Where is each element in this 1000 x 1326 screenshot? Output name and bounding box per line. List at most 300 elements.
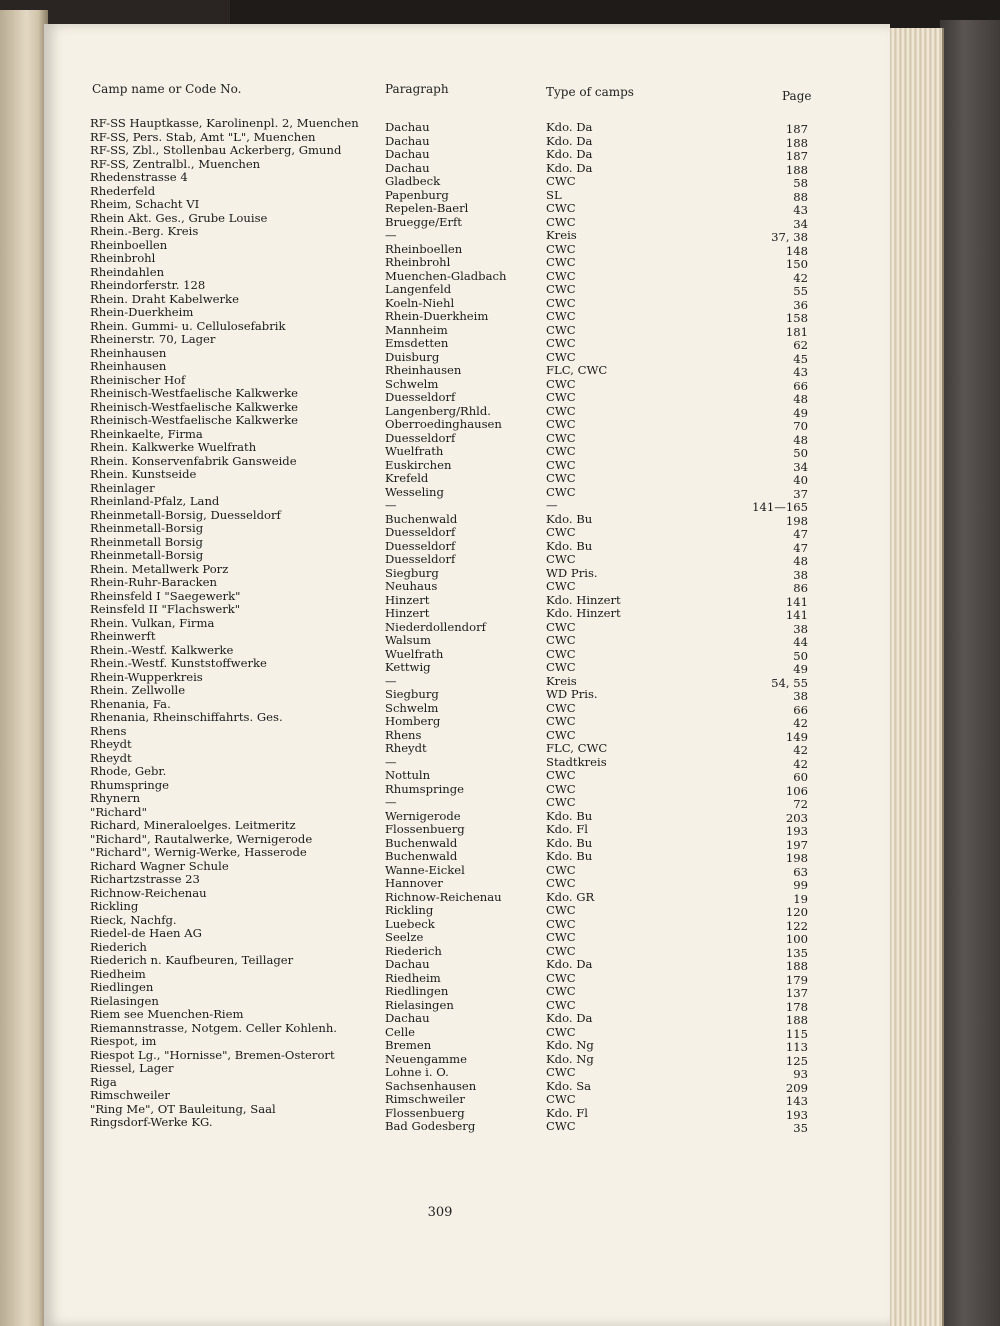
page-ref-cell: 66	[793, 378, 808, 393]
page-ref-cell: 42	[793, 270, 808, 285]
table-row	[0, 1088, 1000, 1108]
page-ref-cell: 44	[793, 635, 808, 649]
paragraph-cell: Duisburg	[385, 349, 440, 364]
page-ref-cell: 141	[785, 608, 808, 622]
page-ref-cell: 141	[785, 594, 808, 609]
camp-name-cell: Richard Wagner Schule	[90, 858, 229, 873]
camp-type-cell: Kdo. Fl	[546, 1105, 588, 1120]
camp-type-cell: CWC	[546, 444, 576, 458]
paragraph-cell: Duesseldorf	[385, 390, 456, 404]
page-ref-cell: 125	[785, 1053, 808, 1068]
camp-type-cell: CWC	[546, 1119, 576, 1133]
index-table	[0, 116, 1000, 1135]
camp-name-cell: Riemannstrasse, Notgem. Celler Kohlenh.	[90, 1020, 337, 1035]
paragraph-cell: Dachau	[385, 133, 430, 148]
camp-type-cell: SL	[546, 187, 562, 202]
column-header-camp: Camp name or Code No.	[92, 82, 242, 96]
camp-name-cell: "Richard"	[90, 804, 147, 819]
paragraph-cell: Rhens	[385, 727, 422, 742]
page-ref-cell: 188	[785, 162, 808, 177]
camp-type-cell: CWC	[546, 862, 576, 877]
camp-type-cell: Kdo. Ng	[546, 1051, 594, 1066]
page-ref-cell: 42	[793, 716, 808, 730]
paragraph-cell: Walsum	[385, 633, 431, 647]
camp-name-cell: Rhein. Metallwerk Porz	[90, 561, 229, 576]
camp-name-cell: Rheinkaelte, Firma	[90, 426, 203, 441]
paragraph-cell: Siegburg	[385, 687, 439, 701]
camp-name-cell: Rickling	[90, 899, 139, 913]
camp-type-cell: CWC	[546, 336, 576, 350]
table-row	[0, 534, 1000, 555]
camp-name-cell: Rheinbrohl	[90, 251, 156, 265]
table-row	[0, 953, 1000, 973]
camp-type-cell: CWC	[546, 268, 576, 283]
column-header-page: Page	[782, 89, 812, 103]
page-ref-cell: 19	[793, 891, 808, 906]
camp-name-cell: Rhumspringe	[90, 777, 170, 792]
page-ref-cell: 149	[785, 729, 808, 744]
page-ref-cell: 99	[793, 878, 808, 892]
page-ref-cell: 62	[793, 338, 808, 352]
page-ref-cell: 55	[793, 284, 808, 298]
paragraph-cell: Gladbeck	[385, 174, 441, 188]
page-ref-cell: 37, 38	[771, 230, 808, 244]
paragraph-cell: —	[385, 754, 397, 769]
table-row	[0, 413, 1000, 433]
camp-type-cell: CWC	[546, 457, 576, 472]
camp-type-cell: WD Pris.	[546, 687, 598, 701]
page-ref-cell: 50	[793, 648, 808, 663]
page-ref-cell: 158	[785, 311, 808, 325]
table-row	[0, 170, 1000, 190]
camp-name-cell: Riespot, im	[90, 1034, 157, 1048]
page-ref-cell: 122	[785, 918, 808, 933]
camp-type-cell: CWC	[546, 241, 576, 256]
camp-type-cell: CWC	[546, 700, 576, 715]
paragraph-cell: Buchenwald	[385, 849, 458, 863]
paragraph-cell: Papenburg	[385, 187, 449, 202]
paragraph-cell: Luebeck	[385, 916, 435, 931]
paragraph-cell: Muenchen-Gladbach	[385, 268, 507, 283]
paragraph-cell: Riedheim	[385, 970, 441, 985]
page-ref-cell: 198	[785, 513, 808, 528]
camp-name-cell: Riespot Lg., "Hornisse", Bremen-Osterort	[90, 1047, 335, 1062]
table-row	[0, 1061, 1000, 1081]
table-row	[0, 629, 1000, 649]
paragraph-cell: Wuelfrath	[385, 444, 444, 458]
camp-type-cell: CWC	[546, 714, 576, 728]
page-ref-cell: 37	[793, 486, 808, 501]
page-ref-cell: 34	[793, 216, 808, 231]
paragraph-cell: Duesseldorf	[385, 525, 456, 539]
camp-name-cell: Rheinhausen	[90, 345, 167, 360]
paragraph-cell: Neuhaus	[385, 579, 438, 593]
paragraph-cell: Schwelm	[385, 700, 439, 715]
camp-type-cell: CWC	[546, 376, 576, 391]
page-ref-cell: 188	[785, 1013, 808, 1027]
page-ref-cell: 150	[785, 257, 808, 271]
camp-name-cell: Rheydt	[90, 737, 132, 751]
camp-type-cell: CWC	[546, 214, 576, 229]
camp-name-cell: Ringsdorf-Werke KG.	[90, 1115, 213, 1129]
paragraph-cell: Celle	[385, 1024, 416, 1039]
paragraph-cell: Rheydt	[385, 741, 427, 755]
table-row	[0, 224, 1000, 244]
camp-name-cell: Rheinmetall-Borsig	[90, 521, 204, 535]
paragraph-cell: —	[385, 795, 397, 809]
camp-name-cell: Rhein. Vulkan, Firma	[90, 615, 215, 630]
page-ref-cell: 86	[793, 581, 808, 595]
page-ref-cell: 54, 55	[771, 675, 808, 690]
paragraph-cell: Oberroedinghausen	[385, 417, 502, 431]
camp-name-cell: Rhein.-Westf. Kunststoffwerke	[90, 656, 267, 670]
camp-type-cell: CWC	[546, 525, 576, 539]
paragraph-cell: —	[385, 673, 397, 688]
camp-name-cell: Rhein Akt. Ges., Grube Louise	[90, 210, 268, 225]
camp-type-cell: Kdo. GR	[546, 889, 595, 904]
camp-name-cell: "Ring Me", OT Bauleitung, Saal	[90, 1101, 276, 1116]
page-ref-cell: 48	[793, 432, 808, 447]
paragraph-cell: Koeln-Niehl	[385, 295, 455, 310]
camp-name-cell: Rhein. Kunstseide	[90, 467, 197, 481]
table-row	[0, 251, 1000, 271]
paragraph-cell: Rheinboellen	[385, 241, 463, 256]
paragraph-cell: Buchenwald	[385, 511, 458, 526]
paragraph-cell: Hannover	[385, 876, 443, 890]
camp-type-cell: Kdo. Bu	[546, 835, 593, 850]
camp-type-cell: Kreis	[546, 228, 577, 242]
page-ref-cell: 48	[793, 554, 808, 568]
page-ref-cell: 197	[785, 837, 808, 852]
camp-name-cell: Richartzstrasse 23	[90, 872, 200, 886]
page-ref-cell: 188	[785, 135, 808, 150]
camp-type-cell: CWC	[546, 646, 576, 661]
page-ref-cell: 60	[793, 770, 808, 784]
camp-name-cell: Rhenania, Fa.	[90, 696, 171, 711]
paragraph-cell: Duesseldorf	[385, 552, 456, 566]
paragraph-cell: Repelen-Baerl	[385, 201, 469, 215]
camp-type-cell: CWC	[546, 552, 576, 566]
camp-type-cell: Kdo. Da	[546, 957, 593, 971]
camp-type-cell: CWC	[546, 781, 576, 796]
paragraph-cell: Rhein-Duerkheim	[385, 309, 489, 323]
page-ref-cell: 58	[793, 176, 808, 190]
paragraph-cell: Rheinhausen	[385, 363, 462, 377]
page-ref-cell: 49	[793, 662, 808, 676]
camp-name-cell: Rheinmetall-Borsig	[90, 548, 204, 562]
camp-type-cell: Kdo. Bu	[546, 849, 593, 863]
paragraph-cell: Langenfeld	[385, 282, 452, 296]
paragraph-cell: Duesseldorf	[385, 538, 456, 553]
page-ref-cell: 209	[785, 1080, 808, 1095]
table-row	[0, 926, 1000, 946]
table-row	[0, 1007, 1000, 1027]
page-ref-cell: 143	[785, 1094, 808, 1108]
table-row	[0, 710, 1000, 730]
paragraph-cell: —	[385, 498, 397, 512]
page-ref-cell: 137	[785, 986, 808, 1000]
paragraph-cell: Dachau	[385, 147, 430, 161]
camp-name-cell: Rhein. Draht Kabelwerke	[90, 291, 239, 306]
paragraph-cell: Duesseldorf	[385, 430, 456, 445]
camp-type-cell: CWC	[546, 916, 576, 931]
camp-name-cell: Riederich	[90, 939, 147, 954]
camp-name-cell: "Richard", Rautalwerke, Wernigerode	[90, 831, 313, 846]
page-ref-cell: 35	[793, 1121, 808, 1135]
page-ref-cell: 34	[793, 459, 808, 474]
camp-name-cell: Rhein-Wupperkreis	[90, 669, 203, 684]
page-ref-cell: 193	[785, 824, 808, 838]
camp-name-cell: Rheinmetall-Borsig, Duesseldorf	[90, 507, 281, 522]
camp-type-cell: CWC	[546, 633, 576, 647]
camp-name-cell: Rheinlager	[90, 480, 155, 495]
camp-type-cell: CWC	[546, 255, 576, 269]
camp-name-cell: Rhein-Ruhr-Baracken	[90, 575, 218, 589]
camp-type-cell: Kdo. Da	[546, 120, 593, 134]
page-ref-cell: 63	[793, 864, 808, 879]
camp-name-cell: Rimschweiler	[90, 1088, 170, 1102]
camp-name-cell: Rheinisch-Westfaelische Kalkwerke	[90, 413, 299, 427]
page-ref-cell: 100	[785, 932, 808, 946]
page-ref-cell: 187	[785, 122, 808, 136]
column-header-type: Type of camps	[546, 85, 634, 99]
table-row	[0, 1115, 1000, 1135]
page-ref-cell: 203	[785, 810, 808, 825]
page-ref-cell: 181	[785, 324, 808, 339]
camp-type-cell: CWC	[546, 174, 576, 188]
camp-name-cell: Rhynern	[90, 791, 141, 805]
camp-type-cell: CWC	[546, 390, 576, 404]
table-row	[0, 818, 1000, 838]
camp-name-cell: Rheydt	[90, 750, 132, 765]
paragraph-cell: Emsdetten	[385, 336, 449, 350]
page-ref-cell: 38	[793, 567, 808, 582]
camp-name-cell: Rhein. Konservenfabrik Gansweide	[90, 453, 297, 468]
paragraph-cell: Hinzert	[385, 606, 430, 620]
table-row	[0, 791, 1000, 811]
paragraph-cell: Seelze	[385, 930, 424, 944]
page-ref-cell: 36	[793, 297, 808, 312]
camp-name-cell: Rhens	[90, 723, 127, 738]
camp-type-cell: CWC	[546, 322, 576, 337]
camp-type-cell: CWC	[546, 970, 576, 985]
camp-type-cell: CWC	[546, 727, 576, 742]
table-row	[0, 359, 1000, 379]
table-row	[0, 278, 1000, 298]
paragraph-cell: Euskirchen	[385, 457, 452, 472]
camp-name-cell: Riedlingen	[90, 980, 154, 994]
camp-name-cell: Rhein. Gummi- u. Cellulosefabrik	[90, 318, 286, 333]
page-ref-cell: 70	[793, 419, 808, 433]
paragraph-cell: Nottuln	[385, 768, 431, 782]
camp-type-cell: —	[546, 498, 558, 512]
paragraph-cell: Wanne-Eickel	[385, 862, 465, 877]
camp-name-cell: Richnow-Reichenau	[90, 885, 207, 900]
paragraph-cell: Neuengamme	[385, 1051, 467, 1066]
paragraph-cell: Rhumspringe	[385, 781, 465, 796]
camp-name-cell: Rheinboellen	[90, 237, 168, 252]
camp-type-cell: Kdo. Da	[546, 147, 593, 161]
table-row	[0, 683, 1000, 703]
table-row	[0, 116, 1000, 136]
page-ref-cell: 148	[785, 243, 808, 258]
camp-type-cell: CWC	[546, 484, 576, 499]
paragraph-cell: Flossenbuerg	[385, 822, 465, 836]
camp-type-cell: CWC	[546, 619, 576, 634]
table-row	[0, 602, 1000, 622]
camp-name-cell: "Richard", Wernig-Werke, Hasserode	[90, 845, 307, 859]
camp-type-cell: CWC	[546, 768, 576, 782]
camp-name-cell: Rieck, Nachfg.	[90, 912, 177, 927]
table-row	[0, 440, 1000, 460]
page-ref-cell: 115	[785, 1026, 808, 1041]
paragraph-cell: Krefeld	[385, 471, 429, 485]
page-ref-cell: 179	[785, 972, 808, 987]
camp-name-cell: Riedheim	[90, 966, 146, 981]
page-ref-cell: 49	[793, 405, 808, 420]
camp-type-cell: CWC	[546, 997, 576, 1012]
page-ref-cell: 135	[785, 945, 808, 960]
table-row	[0, 521, 1000, 541]
camp-name-cell: Rhein. Kalkwerke Wuelfrath	[90, 440, 257, 454]
camp-type-cell: CWC	[546, 660, 576, 674]
camp-type-cell: CWC	[546, 403, 576, 418]
page-ref-cell: 48	[793, 392, 808, 406]
camp-type-cell: FLC, CWC	[546, 363, 608, 377]
camp-type-cell: CWC	[546, 943, 576, 958]
page-ref-cell: 88	[793, 189, 808, 204]
camp-name-cell: Riessel, Lager	[90, 1061, 174, 1075]
table-row	[0, 197, 1000, 217]
paragraph-cell: Buchenwald	[385, 835, 458, 850]
page-ref-cell: 106	[785, 783, 808, 798]
camp-name-cell: Rheindahlen	[90, 264, 165, 279]
paragraph-cell: Niederdollendorf	[385, 619, 486, 634]
column-header-paragraph: Paragraph	[385, 82, 449, 96]
camp-type-cell: CWC	[546, 579, 576, 593]
camp-type-cell: CWC	[546, 1065, 576, 1079]
page-ref-cell: 72	[793, 797, 808, 811]
page-ref-cell: 113	[785, 1040, 808, 1054]
page-ref-cell: 120	[785, 905, 808, 919]
table-row	[0, 899, 1000, 919]
camp-type-cell: CWC	[546, 309, 576, 323]
camp-type-cell: Stadtkreis	[546, 754, 607, 769]
paragraph-cell: Dachau	[385, 957, 430, 971]
paragraph-cell: Kettwig	[385, 660, 431, 674]
camp-name-cell: Rhode, Gebr.	[90, 764, 167, 778]
page-ref-cell: 50	[793, 446, 808, 460]
paragraph-cell: Siegburg	[385, 565, 439, 580]
camp-name-cell: Rheinisch-Westfaelische Kalkwerke	[90, 399, 299, 414]
camp-type-cell: FLC, CWC	[546, 741, 608, 755]
paragraph-cell: Mannheim	[385, 322, 448, 337]
page-ref-cell: 198	[785, 851, 808, 865]
camp-name-cell: Riedel-de Haen AG	[90, 926, 202, 940]
camp-type-cell: CWC	[546, 417, 576, 431]
paragraph-cell: Riedlingen	[385, 984, 449, 998]
paragraph-cell: Bad Godesberg	[385, 1119, 476, 1133]
paragraph-cell: Hinzert	[385, 592, 430, 607]
camp-type-cell: Kdo. Hinzert	[546, 606, 621, 620]
camp-type-cell: CWC	[546, 430, 576, 445]
camp-name-cell: Rheinsfeld I "Saegewerk"	[90, 588, 241, 603]
camp-type-cell: CWC	[546, 1092, 576, 1106]
camp-name-cell: Rheim, Schacht VI	[90, 197, 200, 211]
camp-name-cell: Rhederfeld	[90, 183, 156, 198]
table-row	[0, 305, 1000, 325]
camp-name-cell: Rheinisch-Westfaelische Kalkwerke	[90, 386, 299, 400]
table-row	[0, 467, 1000, 487]
camp-name-cell: Rheinwerft	[90, 629, 156, 643]
page-ref-cell: 38	[793, 689, 808, 703]
paragraph-cell: Rimschweiler	[385, 1092, 465, 1106]
camp-type-cell: Kdo. Hinzert	[546, 592, 621, 607]
camp-name-cell: RF-SS, Zbl., Stollenbau Ackerberg, Gmund	[90, 143, 342, 157]
table-row	[0, 764, 1000, 784]
camp-name-cell: Rhein.-Westf. Kalkwerke	[90, 642, 234, 657]
camp-name-cell: Rhein.-Berg. Kreis	[90, 224, 199, 238]
camp-type-cell: Kdo. Fl	[546, 822, 588, 836]
page-ref-cell: 38	[793, 621, 808, 636]
camp-type-cell: Kdo. Da	[546, 1011, 593, 1025]
camp-type-cell: Kdo. Bu	[546, 808, 593, 823]
camp-name-cell: Rheinhausen	[90, 359, 167, 373]
paragraph-cell: Rielasingen	[385, 997, 454, 1012]
paragraph-cell: —	[385, 228, 397, 242]
camp-name-cell: Richard, Mineraloelges. Leitmeritz	[90, 818, 296, 832]
table-row	[0, 494, 1000, 514]
page-ref-cell: 42	[793, 743, 808, 757]
paragraph-cell: Riederich	[385, 943, 442, 958]
camp-type-cell: WD Pris.	[546, 565, 598, 580]
paragraph-cell: Lohne i. O.	[385, 1065, 449, 1079]
paragraph-cell: Dachau	[385, 160, 430, 175]
camp-name-cell: Rheinerstr. 70, Lager	[90, 332, 216, 346]
table-row	[0, 548, 1000, 568]
page-ref-cell: 187	[785, 149, 808, 163]
camp-name-cell: Rheinmetall Borsig	[90, 534, 203, 549]
camp-name-cell: Rhein-Duerkheim	[90, 305, 194, 319]
paragraph-cell: Sachsenhausen	[385, 1078, 477, 1093]
page-ref-cell: 66	[793, 702, 808, 717]
table-row	[0, 1034, 1000, 1054]
page-ref-cell: 93	[793, 1067, 808, 1081]
page-ref-cell: 40	[793, 473, 808, 487]
page-ref-cell: 43	[793, 365, 808, 379]
page-ref-cell: 188	[785, 959, 808, 973]
camp-name-cell: Rhedenstrasse 4	[90, 170, 188, 184]
camp-type-cell: CWC	[546, 930, 576, 944]
page-ref-cell: 47	[793, 527, 808, 541]
paragraph-cell: Dachau	[385, 1011, 430, 1025]
camp-type-cell: CWC	[546, 471, 576, 485]
page-number: 309	[427, 1205, 453, 1220]
page-ref-cell: 193	[785, 1107, 808, 1122]
paragraph-cell: Rickling	[385, 903, 434, 917]
paragraph-cell: Bruegge/Erft	[385, 214, 462, 229]
camp-name-cell: Reinsfeld II "Flachswerk"	[90, 602, 241, 616]
paragraph-cell: Wesseling	[385, 484, 444, 499]
camp-type-cell: Kdo. Bu	[546, 538, 593, 553]
page-ref-cell: 178	[785, 999, 808, 1014]
camp-name-cell: RF-SS, Pers. Stab, Amt "L", Muenchen	[90, 129, 316, 144]
camp-name-cell: Rheindorferstr. 128	[90, 278, 206, 292]
camp-type-cell: CWC	[546, 984, 576, 998]
paragraph-cell: Homberg	[385, 714, 441, 728]
paragraph-cell: Schwelm	[385, 376, 439, 391]
camp-type-cell: Kreis	[546, 673, 577, 688]
